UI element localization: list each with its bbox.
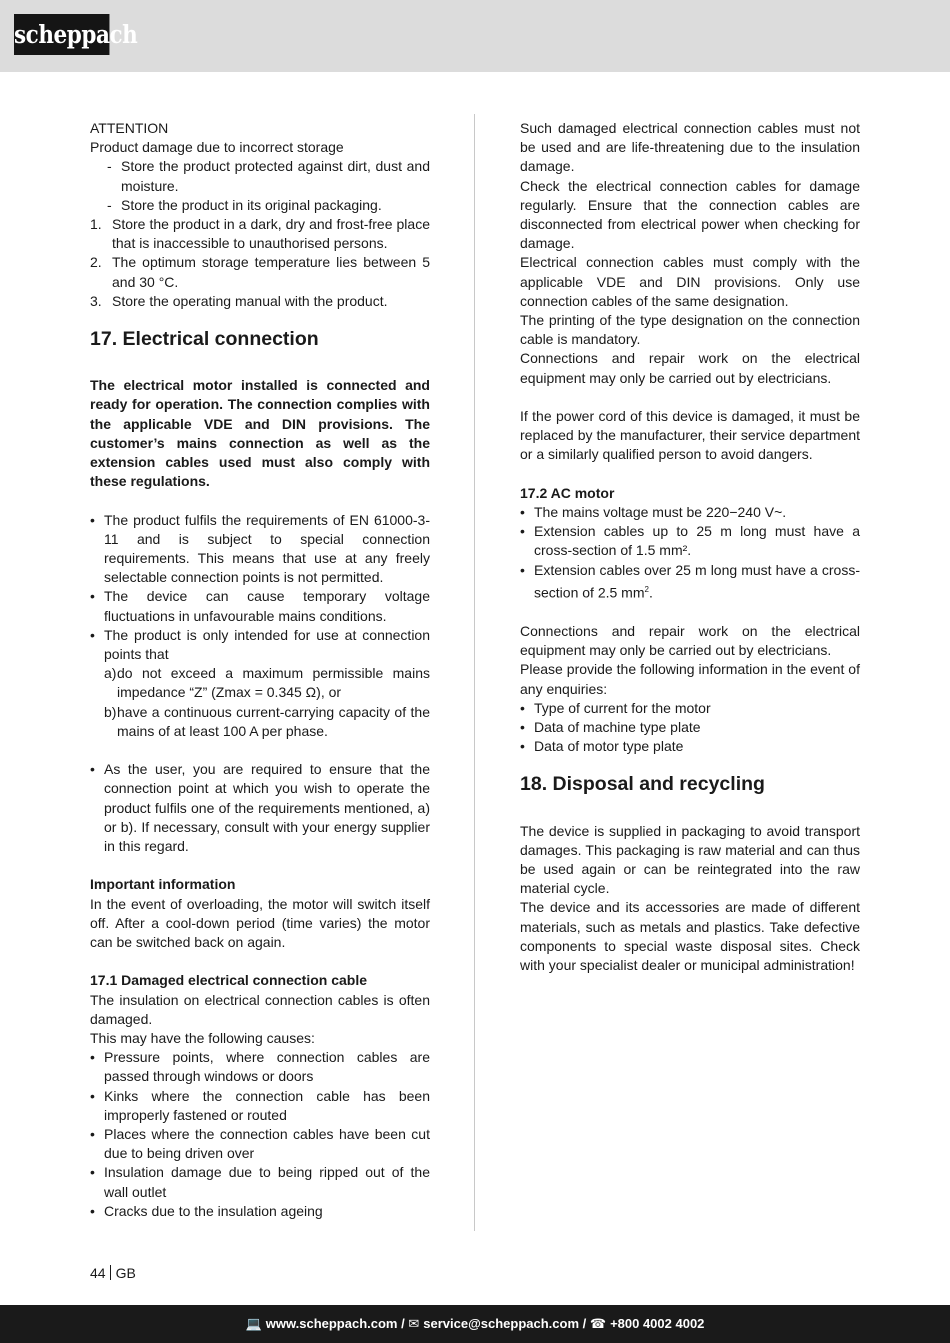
ac-motor-list xyxy=(520,503,860,603)
attention-text: Product damage due to incorrect storage xyxy=(90,139,344,156)
paragraph: Connections and repair work on the electrical equipment may only be carried out by electricians. xyxy=(520,622,860,659)
phone-icon: ☎ xyxy=(589,1316,607,1331)
list-item: • The product is only intended for use at connection points that a) do not exceed a maximum permissible mains impedance “Z” (Zmax = 0.345 Ω), or b) have a continuous current-carrying capacity of the mains of at least 100 A per phase. xyxy=(90,626,430,741)
list-item: • Extension cables up to 25 m long must have a cross-section of 1.5 mm². xyxy=(520,522,860,560)
section-17-1-causes-intro: This may have the following causes: xyxy=(90,1030,315,1047)
list-item: - Store the product protected against dirt, dust and moisture. xyxy=(107,157,430,195)
website-link[interactable]: www.scheppach.com xyxy=(265,1316,398,1331)
right-column xyxy=(520,119,860,975)
list-item: • The mains voltage must be 220−240 V~. xyxy=(520,503,860,522)
paragraph: Please provide the following information in the event of any enquiries: xyxy=(520,661,860,697)
requirements-list xyxy=(90,511,430,741)
important-text: In the event of overloading, the motor will switch itself off. After a cool-down period (time varies) the motor can be switched back on again. xyxy=(90,895,430,951)
list-item: • As the user, you are required to ensure that the connection point at which you wish to operate the product fulfils one of the requirements mentioned, a) or b). If necessary, consult with your energy supplier in this regard. xyxy=(90,760,430,856)
paragraph: The printing of the type designation on the connection cable is mandatory. xyxy=(520,312,860,348)
sub-item-a: a) do not exceed a maximum permissible mains impedance “Z” (Zmax = 0.345 Ω), or xyxy=(104,665,430,701)
list-item: • Extension cables over 25 m long must have a cross-section of 2.5 $mm^2$. xyxy=(520,561,860,603)
paragraph: If the power cord of this device is damaged, it must be replaced by the manufacturer, their service department or a similarly qualified person to avoid dangers. xyxy=(520,408,860,463)
attention-title: ATTENTION xyxy=(90,120,169,136)
list-item: • Cracks due to the insulation ageing xyxy=(90,1202,430,1221)
section-18-heading: 18. Disposal and recycling xyxy=(520,773,765,796)
list-item: • The device can cause temporary voltage fluctuations in unfavourable mains conditions. xyxy=(90,587,430,625)
section-17-intro: The electrical motor installed is connected and ready for operation. The connection complies with the applicable VDE and DIN provisions. The customer’s mains connection as well as the extension cables used must also comply with these regulations. xyxy=(90,377,430,490)
list-item: • Type of current for the motor xyxy=(520,699,860,718)
list-item: • Data of motor type plate xyxy=(520,737,860,756)
list-item: 2. The optimum storage temperature lies between 5 and 30 °C. xyxy=(90,254,430,290)
section-17-heading: 17. Electrical connection xyxy=(90,328,319,351)
causes-list xyxy=(90,1048,430,1221)
paragraph: Connections and repair work on the electrical equipment may only be carried out by electricians. xyxy=(520,350,860,386)
list-item: • Data of machine type plate xyxy=(520,718,860,737)
phone-link[interactable]: +800 4002 4002 xyxy=(610,1316,705,1331)
list-item: • Kinks where the connection cable has been improperly fastened or routed xyxy=(90,1087,430,1125)
page-footer: 💻 www.scheppach.com / ✉ service@scheppach.com / ☎ +800 4002 4002 xyxy=(0,1305,950,1343)
left-column xyxy=(90,119,430,1221)
user-responsibility-list xyxy=(90,760,430,856)
mail-icon: ✉ xyxy=(408,1316,420,1331)
scheppach-logo: scheppach xyxy=(14,14,109,55)
list-item: 1. Store the product in a dark, dry and frost-free place that is inaccessible to unauthorised persons. xyxy=(90,216,430,252)
section-17-1-text: The insulation on electrical connection cables is often damaged. xyxy=(90,991,430,1027)
storage-dash-list xyxy=(90,157,430,215)
paragraph: The device is supplied in packaging to avoid transport damages. This packaging is raw material and can thus be used again or can be reintegrated into the raw material cycle. xyxy=(520,822,860,897)
list-item: • Places where the connection cables have been cut due to being driven over xyxy=(90,1125,430,1163)
section-17-1-heading: 17.1 Damaged electrical connection cable xyxy=(90,972,368,989)
storage-numbered-list xyxy=(90,215,430,311)
column-divider xyxy=(474,114,475,1231)
enquiry-list xyxy=(520,699,860,757)
paragraph: Check the electrical connection cables for damage regularly. Ensure that the connection cables are disconnected from electrical power when checking for damage. xyxy=(520,177,860,252)
list-item: • The product fulfils the requirements of EN 61000-3-11 and is subject to special connection requirements. This means that use at any freely selectable connection points is not permitted. xyxy=(90,511,430,588)
list-item: - Store the product in its original packaging. xyxy=(107,196,430,215)
computer-icon: 💻 xyxy=(245,1316,262,1331)
list-item: • Pressure points, where connection cables are passed through windows or doors xyxy=(90,1048,430,1086)
list-item: • Insulation damage due to being ripped out of the wall outlet xyxy=(90,1163,430,1201)
list-item: 3. Store the operating manual with the product. xyxy=(90,292,388,309)
email-link[interactable]: service@scheppach.com xyxy=(423,1316,580,1331)
page-number: 44 GB xyxy=(90,1265,136,1281)
paragraph: The device and its accessories are made of different materials, such as metals and plastics. Take defective components to special waste disposal sites. Check with your specialist dealer or municipal administration! xyxy=(520,899,860,973)
important-heading: Important information xyxy=(90,876,236,893)
sub-item-b: b) have a continuous current-carrying capacity of the mains of at least 100 A per phase. xyxy=(104,703,430,739)
paragraph: Such damaged electrical connection cables must not be used and are life-threatening due to the insulation damage. xyxy=(520,120,860,175)
page-header xyxy=(0,0,950,72)
section-17-2-heading: 17.2 AC motor xyxy=(520,484,615,501)
paragraph: Electrical connection cables must comply with the applicable VDE and DIN provisions. Only use connection cables of the same designation. xyxy=(520,254,860,309)
